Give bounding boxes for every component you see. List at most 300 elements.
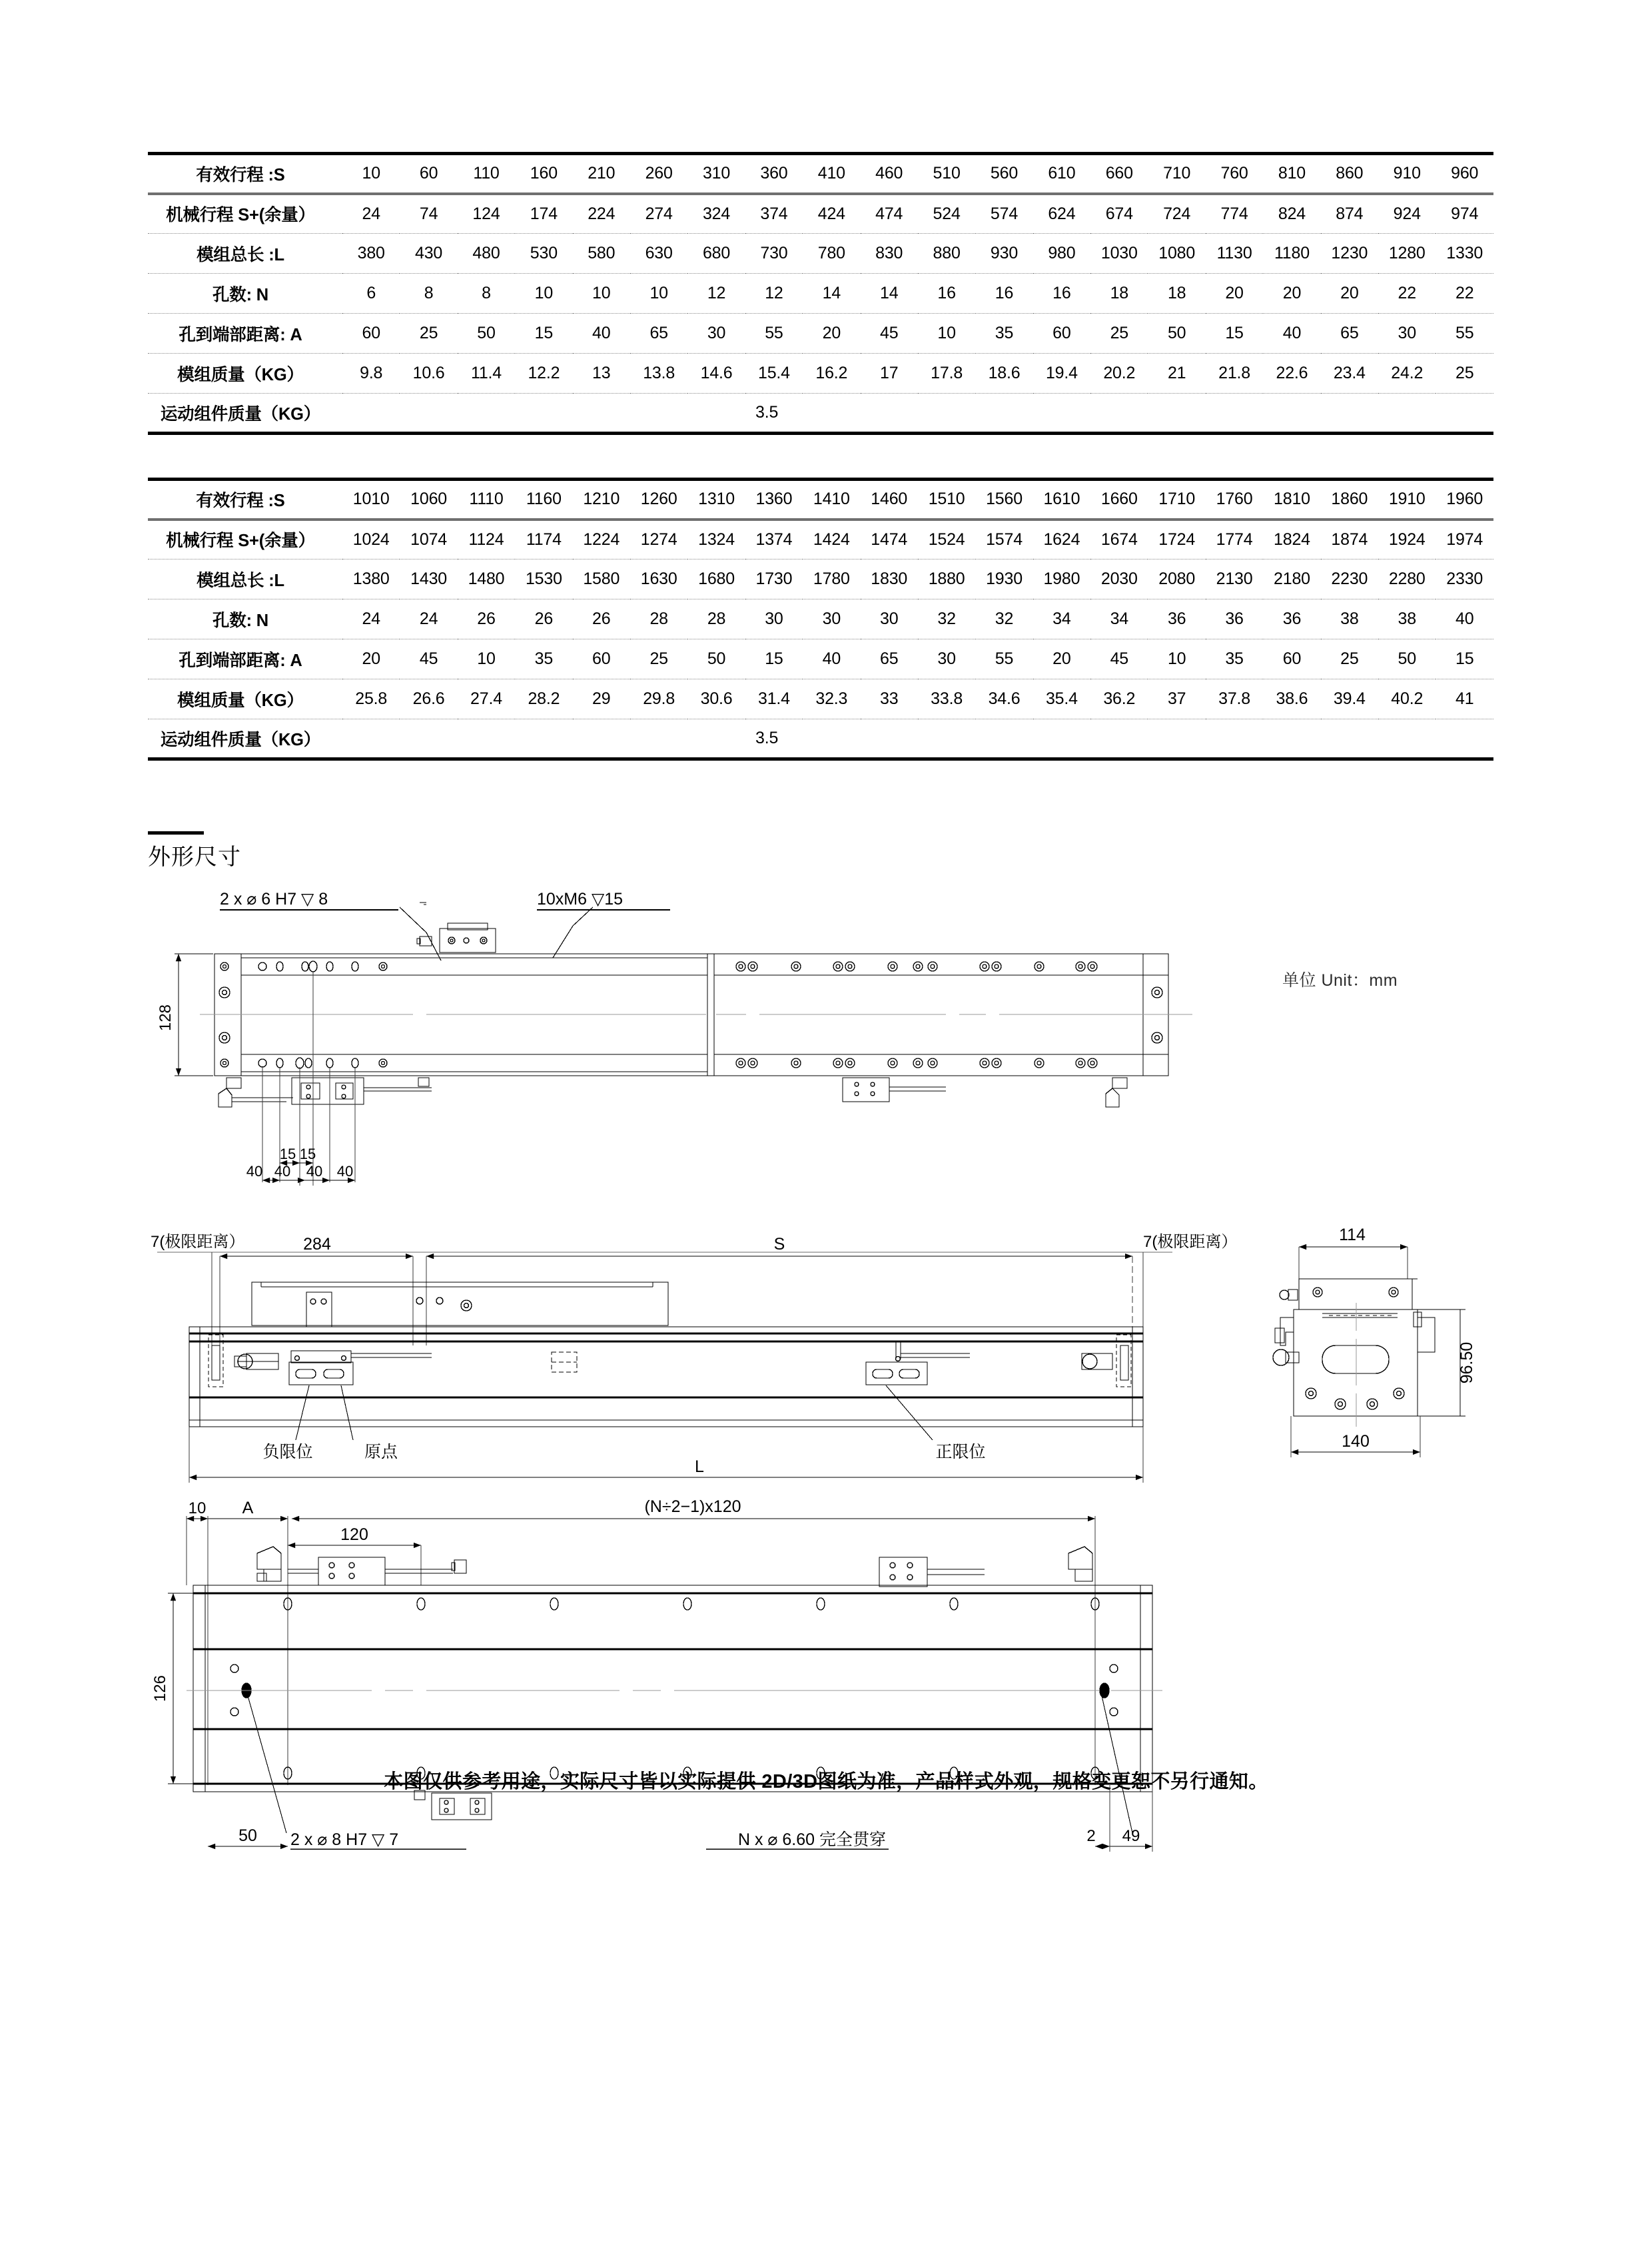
summary-label: 运动组件质量（KG） bbox=[148, 394, 342, 434]
cell: 34.6 bbox=[975, 679, 1032, 719]
cell: 774 bbox=[1206, 194, 1263, 234]
dim-128-text: 128 bbox=[157, 1004, 175, 1032]
row-label: 模组质量（KG） bbox=[148, 354, 342, 394]
cell: 36.2 bbox=[1090, 679, 1148, 719]
cell: 1730 bbox=[745, 560, 803, 599]
cell: 18 bbox=[1090, 274, 1148, 314]
cell: 6 bbox=[342, 274, 400, 314]
cell: 1310 bbox=[687, 480, 745, 520]
cell: 1780 bbox=[803, 560, 860, 599]
cell: 1574 bbox=[975, 520, 1032, 560]
cell: 30.6 bbox=[687, 679, 745, 719]
cell: 1030 bbox=[1090, 234, 1148, 274]
cell: 13 bbox=[573, 354, 630, 394]
cell: 2230 bbox=[1321, 560, 1378, 599]
cell: 1674 bbox=[1090, 520, 1148, 560]
cell: 24.2 bbox=[1378, 354, 1436, 394]
cell: 1424 bbox=[803, 520, 860, 560]
dim-L-text: L bbox=[695, 1457, 704, 1476]
cell: 474 bbox=[861, 194, 918, 234]
cell: 23.4 bbox=[1321, 354, 1378, 394]
cell: 1210 bbox=[573, 480, 630, 520]
cell: 26.6 bbox=[400, 679, 457, 719]
cell: 26 bbox=[573, 599, 630, 639]
cell: 1880 bbox=[918, 560, 975, 599]
cell: 30 bbox=[803, 599, 860, 639]
dim-140-text: 140 bbox=[1342, 1432, 1370, 1451]
unit-label: 单位 Unit：mm bbox=[1282, 971, 1398, 990]
cell: 17 bbox=[861, 354, 918, 394]
table-row bbox=[148, 599, 1493, 639]
cell: 1930 bbox=[975, 560, 1032, 599]
cell: 29.8 bbox=[630, 679, 687, 719]
cell: 8 bbox=[400, 274, 457, 314]
cell: 15 bbox=[515, 314, 572, 354]
cell: 624 bbox=[1033, 194, 1090, 234]
cell: 124 bbox=[458, 194, 515, 234]
section-heading bbox=[148, 831, 241, 871]
cell: 1710 bbox=[1148, 480, 1205, 520]
cell: 21 bbox=[1148, 354, 1205, 394]
cell: 17.8 bbox=[918, 354, 975, 394]
cell: 1624 bbox=[1033, 520, 1090, 560]
callout-dowel-bottom-text: 2 x ⌀ 8 H7 ▽ 7 bbox=[290, 1830, 399, 1849]
dim-50-text: 50 bbox=[238, 1826, 257, 1845]
row-label: 机械行程 S+(余量） bbox=[148, 520, 342, 560]
cell: 730 bbox=[745, 234, 803, 274]
cell: 24 bbox=[342, 194, 400, 234]
summary-value: 3.5 bbox=[342, 394, 1493, 434]
cell: 510 bbox=[918, 154, 975, 194]
cell: 1560 bbox=[975, 480, 1032, 520]
row-label: 有效行程 :S bbox=[148, 480, 342, 520]
cell: 760 bbox=[1206, 154, 1263, 194]
cell: 630 bbox=[630, 234, 687, 274]
cell: 2130 bbox=[1206, 560, 1263, 599]
cell: 930 bbox=[975, 234, 1032, 274]
cell: 20 bbox=[803, 314, 860, 354]
cell: 860 bbox=[1321, 154, 1378, 194]
row-label: 模组总长 :L bbox=[148, 560, 342, 599]
cell: 974 bbox=[1436, 194, 1493, 234]
dim-A-text: A bbox=[242, 1499, 254, 1517]
cell: 33 bbox=[861, 679, 918, 719]
dim-10-text: 10 bbox=[188, 1499, 206, 1517]
spec-tables-zone bbox=[148, 152, 1493, 761]
cell: 224 bbox=[573, 194, 630, 234]
cell: 18 bbox=[1148, 274, 1205, 314]
cell: 460 bbox=[861, 154, 918, 194]
cell: 410 bbox=[803, 154, 860, 194]
cell: 22.6 bbox=[1263, 354, 1320, 394]
cell: 1330 bbox=[1436, 234, 1493, 274]
cell: 10.6 bbox=[400, 354, 457, 394]
callout-through-text: N x ⌀ 6.60 完全贯穿 bbox=[737, 1830, 886, 1849]
cell: 310 bbox=[687, 154, 745, 194]
cell: 374 bbox=[745, 194, 803, 234]
cell: 910 bbox=[1378, 154, 1436, 194]
cell: 37 bbox=[1148, 679, 1205, 719]
cell: 60 bbox=[1033, 314, 1090, 354]
cell: 880 bbox=[918, 234, 975, 274]
dim-40-4-text: 40 bbox=[336, 1163, 354, 1180]
cell: 174 bbox=[515, 194, 572, 234]
dim-114-text: 114 bbox=[1339, 1226, 1366, 1244]
table-row bbox=[148, 314, 1493, 354]
cell: 430 bbox=[400, 234, 457, 274]
cell: 724 bbox=[1148, 194, 1205, 234]
cell: 1524 bbox=[918, 520, 975, 560]
cell: 25 bbox=[400, 314, 457, 354]
cell: 1474 bbox=[861, 520, 918, 560]
table-row bbox=[148, 234, 1493, 274]
cell: 20 bbox=[342, 639, 400, 679]
cell: 35.4 bbox=[1033, 679, 1090, 719]
cell: 22 bbox=[1378, 274, 1436, 314]
cell: 1324 bbox=[687, 520, 745, 560]
cell: 35 bbox=[1206, 639, 1263, 679]
cell: 13.8 bbox=[630, 354, 687, 394]
cell: 1110 bbox=[458, 480, 515, 520]
cell: 1824 bbox=[1263, 520, 1320, 560]
cell: 25 bbox=[1436, 354, 1493, 394]
row-label: 孔数: N bbox=[148, 599, 342, 639]
cell: 160 bbox=[515, 154, 572, 194]
cell: 16 bbox=[918, 274, 975, 314]
cell: 16.2 bbox=[803, 354, 860, 394]
table-row bbox=[148, 480, 1493, 520]
cell: 25 bbox=[1321, 639, 1378, 679]
cell: 1224 bbox=[573, 520, 630, 560]
cell: 27.4 bbox=[458, 679, 515, 719]
cell: 20 bbox=[1263, 274, 1320, 314]
cell: 824 bbox=[1263, 194, 1320, 234]
cell: 2280 bbox=[1378, 560, 1436, 599]
top-view-drawing bbox=[213, 889, 1172, 893]
summary-value: 3.5 bbox=[342, 719, 1493, 759]
cell: 50 bbox=[1378, 639, 1436, 679]
row-label: 模组总长 :L bbox=[148, 234, 342, 274]
cell: 1410 bbox=[803, 480, 860, 520]
cell: 10 bbox=[1148, 639, 1205, 679]
row-label: 有效行程 :S bbox=[148, 154, 342, 194]
summary-label: 运动组件质量（KG） bbox=[148, 719, 342, 759]
row-label: 孔数: N bbox=[148, 274, 342, 314]
dim-49-text: 49 bbox=[1122, 1827, 1140, 1845]
table-row bbox=[148, 194, 1493, 234]
cell: 26 bbox=[458, 599, 515, 639]
cell: 2080 bbox=[1148, 560, 1205, 599]
table-row bbox=[148, 560, 1493, 599]
cell: 31.4 bbox=[745, 679, 803, 719]
cell: 22 bbox=[1436, 274, 1493, 314]
cell: 55 bbox=[745, 314, 803, 354]
table-row bbox=[148, 639, 1493, 679]
cell: 40 bbox=[1436, 599, 1493, 639]
cell: 41 bbox=[1436, 679, 1493, 719]
cell: 1974 bbox=[1436, 520, 1493, 560]
cell: 480 bbox=[458, 234, 515, 274]
dim-120-text: 120 bbox=[340, 1525, 368, 1544]
cell: 1630 bbox=[630, 560, 687, 599]
cell: 28 bbox=[687, 599, 745, 639]
cell: 1174 bbox=[515, 520, 572, 560]
callout-dowel-top-text: 2 x ⌀ 6 H7 ▽ 8 bbox=[220, 890, 328, 909]
dim-pitch-text: (N÷2−1)x120 bbox=[644, 1497, 741, 1516]
dim-40-2-text: 40 bbox=[274, 1163, 291, 1180]
table-row bbox=[148, 274, 1493, 314]
heading-text: 外形尺寸 bbox=[148, 845, 241, 870]
cell: 12 bbox=[687, 274, 745, 314]
table-row bbox=[148, 154, 1493, 194]
cell: 34 bbox=[1033, 599, 1090, 639]
cell: 60 bbox=[1263, 639, 1320, 679]
cell: 1810 bbox=[1263, 480, 1320, 520]
cell: 1724 bbox=[1148, 520, 1205, 560]
cell: 24 bbox=[400, 599, 457, 639]
cell: 18.6 bbox=[975, 354, 1032, 394]
cell: 874 bbox=[1321, 194, 1378, 234]
cell: 1980 bbox=[1033, 560, 1090, 599]
cell: 24 bbox=[342, 599, 400, 639]
cell: 710 bbox=[1148, 154, 1205, 194]
cell: 35 bbox=[975, 314, 1032, 354]
cell: 20 bbox=[1321, 274, 1378, 314]
cell: 20.2 bbox=[1090, 354, 1148, 394]
cell: 674 bbox=[1090, 194, 1148, 234]
cell: 40 bbox=[573, 314, 630, 354]
cell: 980 bbox=[1033, 234, 1090, 274]
cell: 25.8 bbox=[342, 679, 400, 719]
cell: 1460 bbox=[861, 480, 918, 520]
cell: 1430 bbox=[400, 560, 457, 599]
cell: 15 bbox=[745, 639, 803, 679]
spec-table-2 bbox=[148, 478, 1493, 761]
cell: 274 bbox=[630, 194, 687, 234]
cell: 40 bbox=[1263, 314, 1320, 354]
cell: 8 bbox=[458, 274, 515, 314]
cell: 9.8 bbox=[342, 354, 400, 394]
callout-thread-top-text: 10xM6 ▽15 bbox=[537, 890, 623, 909]
cell: 424 bbox=[803, 194, 860, 234]
cell: 15 bbox=[1206, 314, 1263, 354]
cell: 1510 bbox=[918, 480, 975, 520]
cell: 16 bbox=[975, 274, 1032, 314]
cell: 1130 bbox=[1206, 234, 1263, 274]
cell: 10 bbox=[630, 274, 687, 314]
cell: 45 bbox=[861, 314, 918, 354]
cell: 30 bbox=[918, 639, 975, 679]
cell: 1080 bbox=[1148, 234, 1205, 274]
row-label: 孔到端部距离: A bbox=[148, 639, 342, 679]
cell: 1180 bbox=[1263, 234, 1320, 274]
cell: 60 bbox=[400, 154, 457, 194]
cell: 2180 bbox=[1263, 560, 1320, 599]
cell: 1280 bbox=[1378, 234, 1436, 274]
cell: 110 bbox=[458, 154, 515, 194]
row-label: 机械行程 S+(余量） bbox=[148, 194, 342, 234]
cell: 15.4 bbox=[745, 354, 803, 394]
cell: 924 bbox=[1378, 194, 1436, 234]
cell: 20 bbox=[1206, 274, 1263, 314]
cell: 574 bbox=[975, 194, 1032, 234]
cell: 19.4 bbox=[1033, 354, 1090, 394]
cell: 36 bbox=[1148, 599, 1205, 639]
cell: 21.8 bbox=[1206, 354, 1263, 394]
limit-left-text: 7(极限距离） bbox=[151, 1233, 245, 1251]
cell: 580 bbox=[573, 234, 630, 274]
cell: 35 bbox=[515, 639, 572, 679]
heading-rule bbox=[148, 831, 204, 835]
cell: 65 bbox=[861, 639, 918, 679]
cell: 210 bbox=[573, 154, 630, 194]
cell: 11.4 bbox=[458, 354, 515, 394]
front-view-drawing bbox=[151, 1233, 1237, 1483]
cell: 1660 bbox=[1090, 480, 1148, 520]
cell: 10 bbox=[342, 154, 400, 194]
cell: 30 bbox=[745, 599, 803, 639]
cell: 1380 bbox=[342, 560, 400, 599]
table-row-summary bbox=[148, 394, 1493, 434]
cell: 38 bbox=[1321, 599, 1378, 639]
cell: 530 bbox=[515, 234, 572, 274]
cell: 12.2 bbox=[515, 354, 572, 394]
cell: 1830 bbox=[861, 560, 918, 599]
cell: 14 bbox=[803, 274, 860, 314]
cell: 37.8 bbox=[1206, 679, 1263, 719]
cell: 38.6 bbox=[1263, 679, 1320, 719]
cell: 10 bbox=[573, 274, 630, 314]
cell: 830 bbox=[861, 234, 918, 274]
label-origin-text: 原点 bbox=[364, 1443, 398, 1461]
cell: 40.2 bbox=[1378, 679, 1436, 719]
cell: 10 bbox=[918, 314, 975, 354]
cell: 50 bbox=[1148, 314, 1205, 354]
dim-284-text: 284 bbox=[303, 1235, 331, 1254]
cell: 1960 bbox=[1436, 480, 1493, 520]
cell: 1074 bbox=[400, 520, 457, 560]
cell: 1480 bbox=[458, 560, 515, 599]
table-row-summary bbox=[148, 719, 1493, 759]
cell: 32 bbox=[975, 599, 1032, 639]
row-label: 模组质量（KG） bbox=[148, 679, 342, 719]
cell: 2030 bbox=[1090, 560, 1148, 599]
dim-40-1-text: 40 bbox=[246, 1163, 263, 1180]
cell: 29 bbox=[573, 679, 630, 719]
cell: 1010 bbox=[342, 480, 400, 520]
cell: 74 bbox=[400, 194, 457, 234]
cell: 324 bbox=[687, 194, 745, 234]
cell: 39.4 bbox=[1321, 679, 1378, 719]
cell: 1530 bbox=[515, 560, 572, 599]
label-neg-limit-text: 负限位 bbox=[262, 1443, 313, 1461]
cell: 20 bbox=[1033, 639, 1090, 679]
cell: 1274 bbox=[630, 520, 687, 560]
cell: 610 bbox=[1033, 154, 1090, 194]
side-view-drawing bbox=[1273, 1226, 1476, 1457]
cell: 60 bbox=[342, 314, 400, 354]
cell: 45 bbox=[1090, 639, 1148, 679]
cell: 1374 bbox=[745, 520, 803, 560]
cell: 1860 bbox=[1321, 480, 1378, 520]
cell: 25 bbox=[630, 639, 687, 679]
cell: 36 bbox=[1263, 599, 1320, 639]
cell: 1024 bbox=[342, 520, 400, 560]
dim-15b-text: 15 bbox=[299, 1146, 316, 1162]
cell: 560 bbox=[975, 154, 1032, 194]
cell: 810 bbox=[1263, 154, 1320, 194]
cell: 33.8 bbox=[918, 679, 975, 719]
label-pos-limit-text: 正限位 bbox=[935, 1443, 986, 1461]
cell: 1230 bbox=[1321, 234, 1378, 274]
cell: 14.6 bbox=[687, 354, 745, 394]
dim-126-text: 126 bbox=[151, 1675, 169, 1702]
cell: 680 bbox=[687, 234, 745, 274]
cell: 28.2 bbox=[515, 679, 572, 719]
cell: 380 bbox=[342, 234, 400, 274]
cell: 1610 bbox=[1033, 480, 1090, 520]
dim-40-3-text: 40 bbox=[306, 1163, 323, 1180]
cell: 660 bbox=[1090, 154, 1148, 194]
cell: 360 bbox=[745, 154, 803, 194]
dim-9650-text: 96.50 bbox=[1457, 1341, 1476, 1384]
cell: 1160 bbox=[515, 480, 572, 520]
cell: 30 bbox=[861, 599, 918, 639]
cell: 10 bbox=[515, 274, 572, 314]
cell: 28 bbox=[630, 599, 687, 639]
row-label: 孔到端部距离: A bbox=[148, 314, 342, 354]
cell: 1580 bbox=[573, 560, 630, 599]
cell: 2330 bbox=[1436, 560, 1493, 599]
cell: 960 bbox=[1436, 154, 1493, 194]
cell: 524 bbox=[918, 194, 975, 234]
footer-note: 本图仅供参考用途，实际尺寸皆以实际提供 2D/3D图纸为准，产品样式外观，规格变更恕不另行通知。 bbox=[384, 1771, 1268, 1792]
cell: 1760 bbox=[1206, 480, 1263, 520]
cell: 40 bbox=[803, 639, 860, 679]
cell: 26 bbox=[515, 599, 572, 639]
cell: 65 bbox=[1321, 314, 1378, 354]
cell: 65 bbox=[630, 314, 687, 354]
table-row bbox=[148, 354, 1493, 394]
cell: 30 bbox=[1378, 314, 1436, 354]
spec-table-1 bbox=[148, 152, 1493, 435]
cell: 55 bbox=[1436, 314, 1493, 354]
cell: 1124 bbox=[458, 520, 515, 560]
cell: 30 bbox=[687, 314, 745, 354]
cell: 14 bbox=[861, 274, 918, 314]
cell: 1924 bbox=[1378, 520, 1436, 560]
cell: 12 bbox=[745, 274, 803, 314]
cell: 55 bbox=[975, 639, 1032, 679]
top-view-body bbox=[157, 890, 1192, 1186]
cell: 32 bbox=[918, 599, 975, 639]
cell: 1060 bbox=[400, 480, 457, 520]
cell: 60 bbox=[573, 639, 630, 679]
cell: 1874 bbox=[1321, 520, 1378, 560]
cell: 780 bbox=[803, 234, 860, 274]
cell: 38 bbox=[1378, 599, 1436, 639]
cell: 50 bbox=[458, 314, 515, 354]
dim-S-text: S bbox=[773, 1235, 785, 1254]
cell: 260 bbox=[630, 154, 687, 194]
cell: 25 bbox=[1090, 314, 1148, 354]
cell: 1910 bbox=[1378, 480, 1436, 520]
cell: 1774 bbox=[1206, 520, 1263, 560]
cell: 10 bbox=[458, 639, 515, 679]
limit-right-text: 7(极限距离） bbox=[1143, 1233, 1238, 1251]
bottom-view-drawing bbox=[151, 1497, 1162, 1852]
cell: 16 bbox=[1033, 274, 1090, 314]
